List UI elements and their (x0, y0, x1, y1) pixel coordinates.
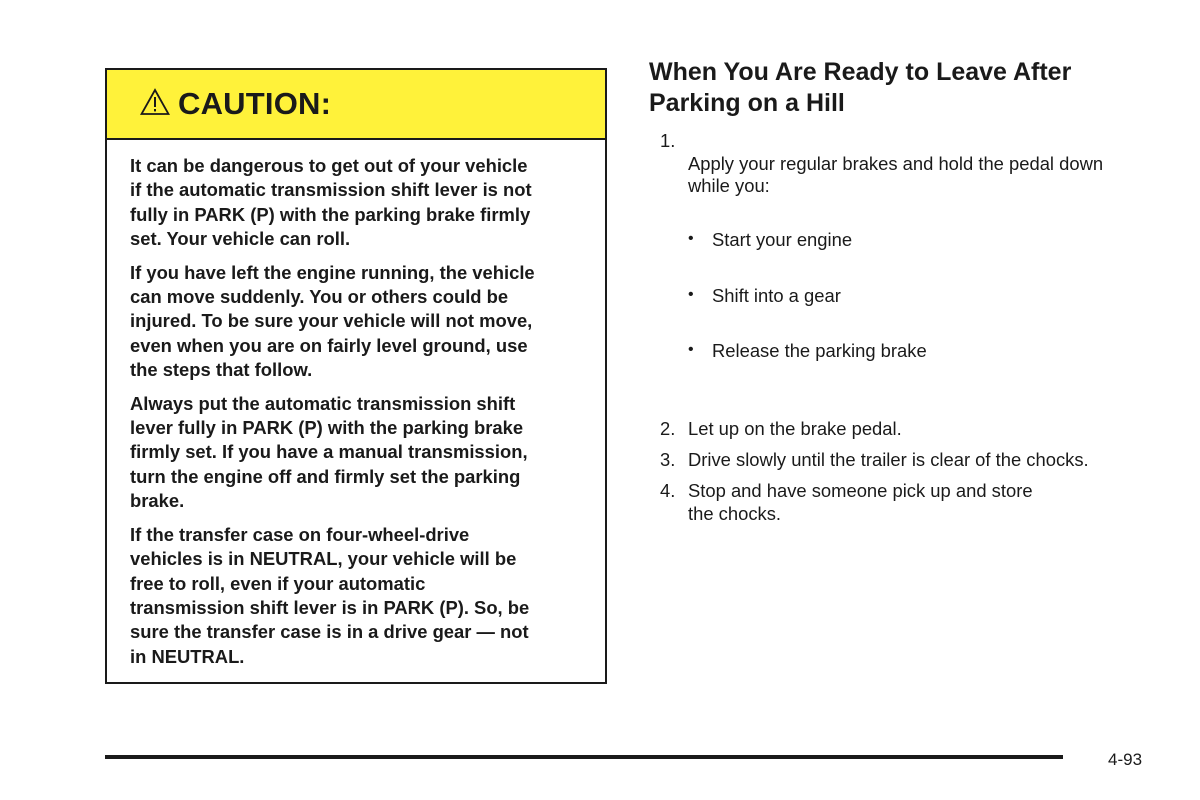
step-number: 3. (660, 449, 676, 470)
warning-triangle-icon (140, 88, 170, 116)
caution-paragraph: If the transfer case on four-wheel-drive vehicles is in NEUTRAL, your vehicle will be free to roll, even if your automatic transmission shift lever is in PARK (P). So, be sure the transfer case is in a drive gear — not in NEUTRAL. (130, 523, 530, 667)
caution-paragraph: If you have left the engine running, the vehicle can move suddenly. You or others could be injured. To be sure your vehicle will not move, even when you are on fairly level ground, use the steps that follow. (130, 261, 535, 381)
bullet-text: Start your engine (712, 229, 853, 250)
caution-box (105, 68, 607, 684)
section-title: When You Are Ready to Leave After Parking on a Hill (649, 58, 1072, 117)
caution-body (107, 140, 605, 669)
step-text: Let up on the brake pedal. (688, 418, 902, 439)
bullet-list (686, 207, 1160, 388)
bullet-icon: • (688, 230, 694, 247)
step-number: 1. (660, 130, 676, 151)
footer-rule (105, 755, 1063, 759)
step-text: Stop and have someone pick up and store the chocks. (688, 480, 1033, 524)
step-item (660, 480, 1160, 525)
step-text: Apply your regular brakes and hold the pedal down while you: (688, 152, 1104, 196)
step-item (660, 449, 1160, 472)
caution-title: CAUTION: (178, 86, 332, 121)
step-number: 4. (660, 480, 676, 501)
caution-header (107, 70, 605, 140)
step-text: Drive slowly until the trailer is clear of the chocks. (688, 449, 1089, 470)
bullet-item (686, 285, 1160, 308)
bullet-item (686, 229, 1160, 252)
bullet-text: Shift into a gear (712, 284, 841, 306)
bullet-icon: • (688, 285, 694, 303)
steps-list (660, 130, 1160, 534)
step-item (660, 130, 1160, 410)
bullet-text: Release the parking brake (712, 340, 927, 361)
step-number: 2. (660, 418, 676, 439)
bullet-item (686, 340, 1160, 363)
caution-paragraph: Always put the automatic transmission shift lever fully in PARK (P) with the parking brake firmly set. If you have a manual transmission, turn the engine off and firmly set the parking brake. (130, 392, 528, 512)
caution-paragraph: It can be dangerous to get out of your vehicle if the automatic transmission shift lever is not fully in PARK (P) with the parking brake firmly set. Your vehicle can roll. (130, 155, 532, 250)
step-item (660, 418, 1160, 441)
bullet-icon: • (688, 341, 694, 358)
page-number: 4-93 (1108, 750, 1143, 769)
